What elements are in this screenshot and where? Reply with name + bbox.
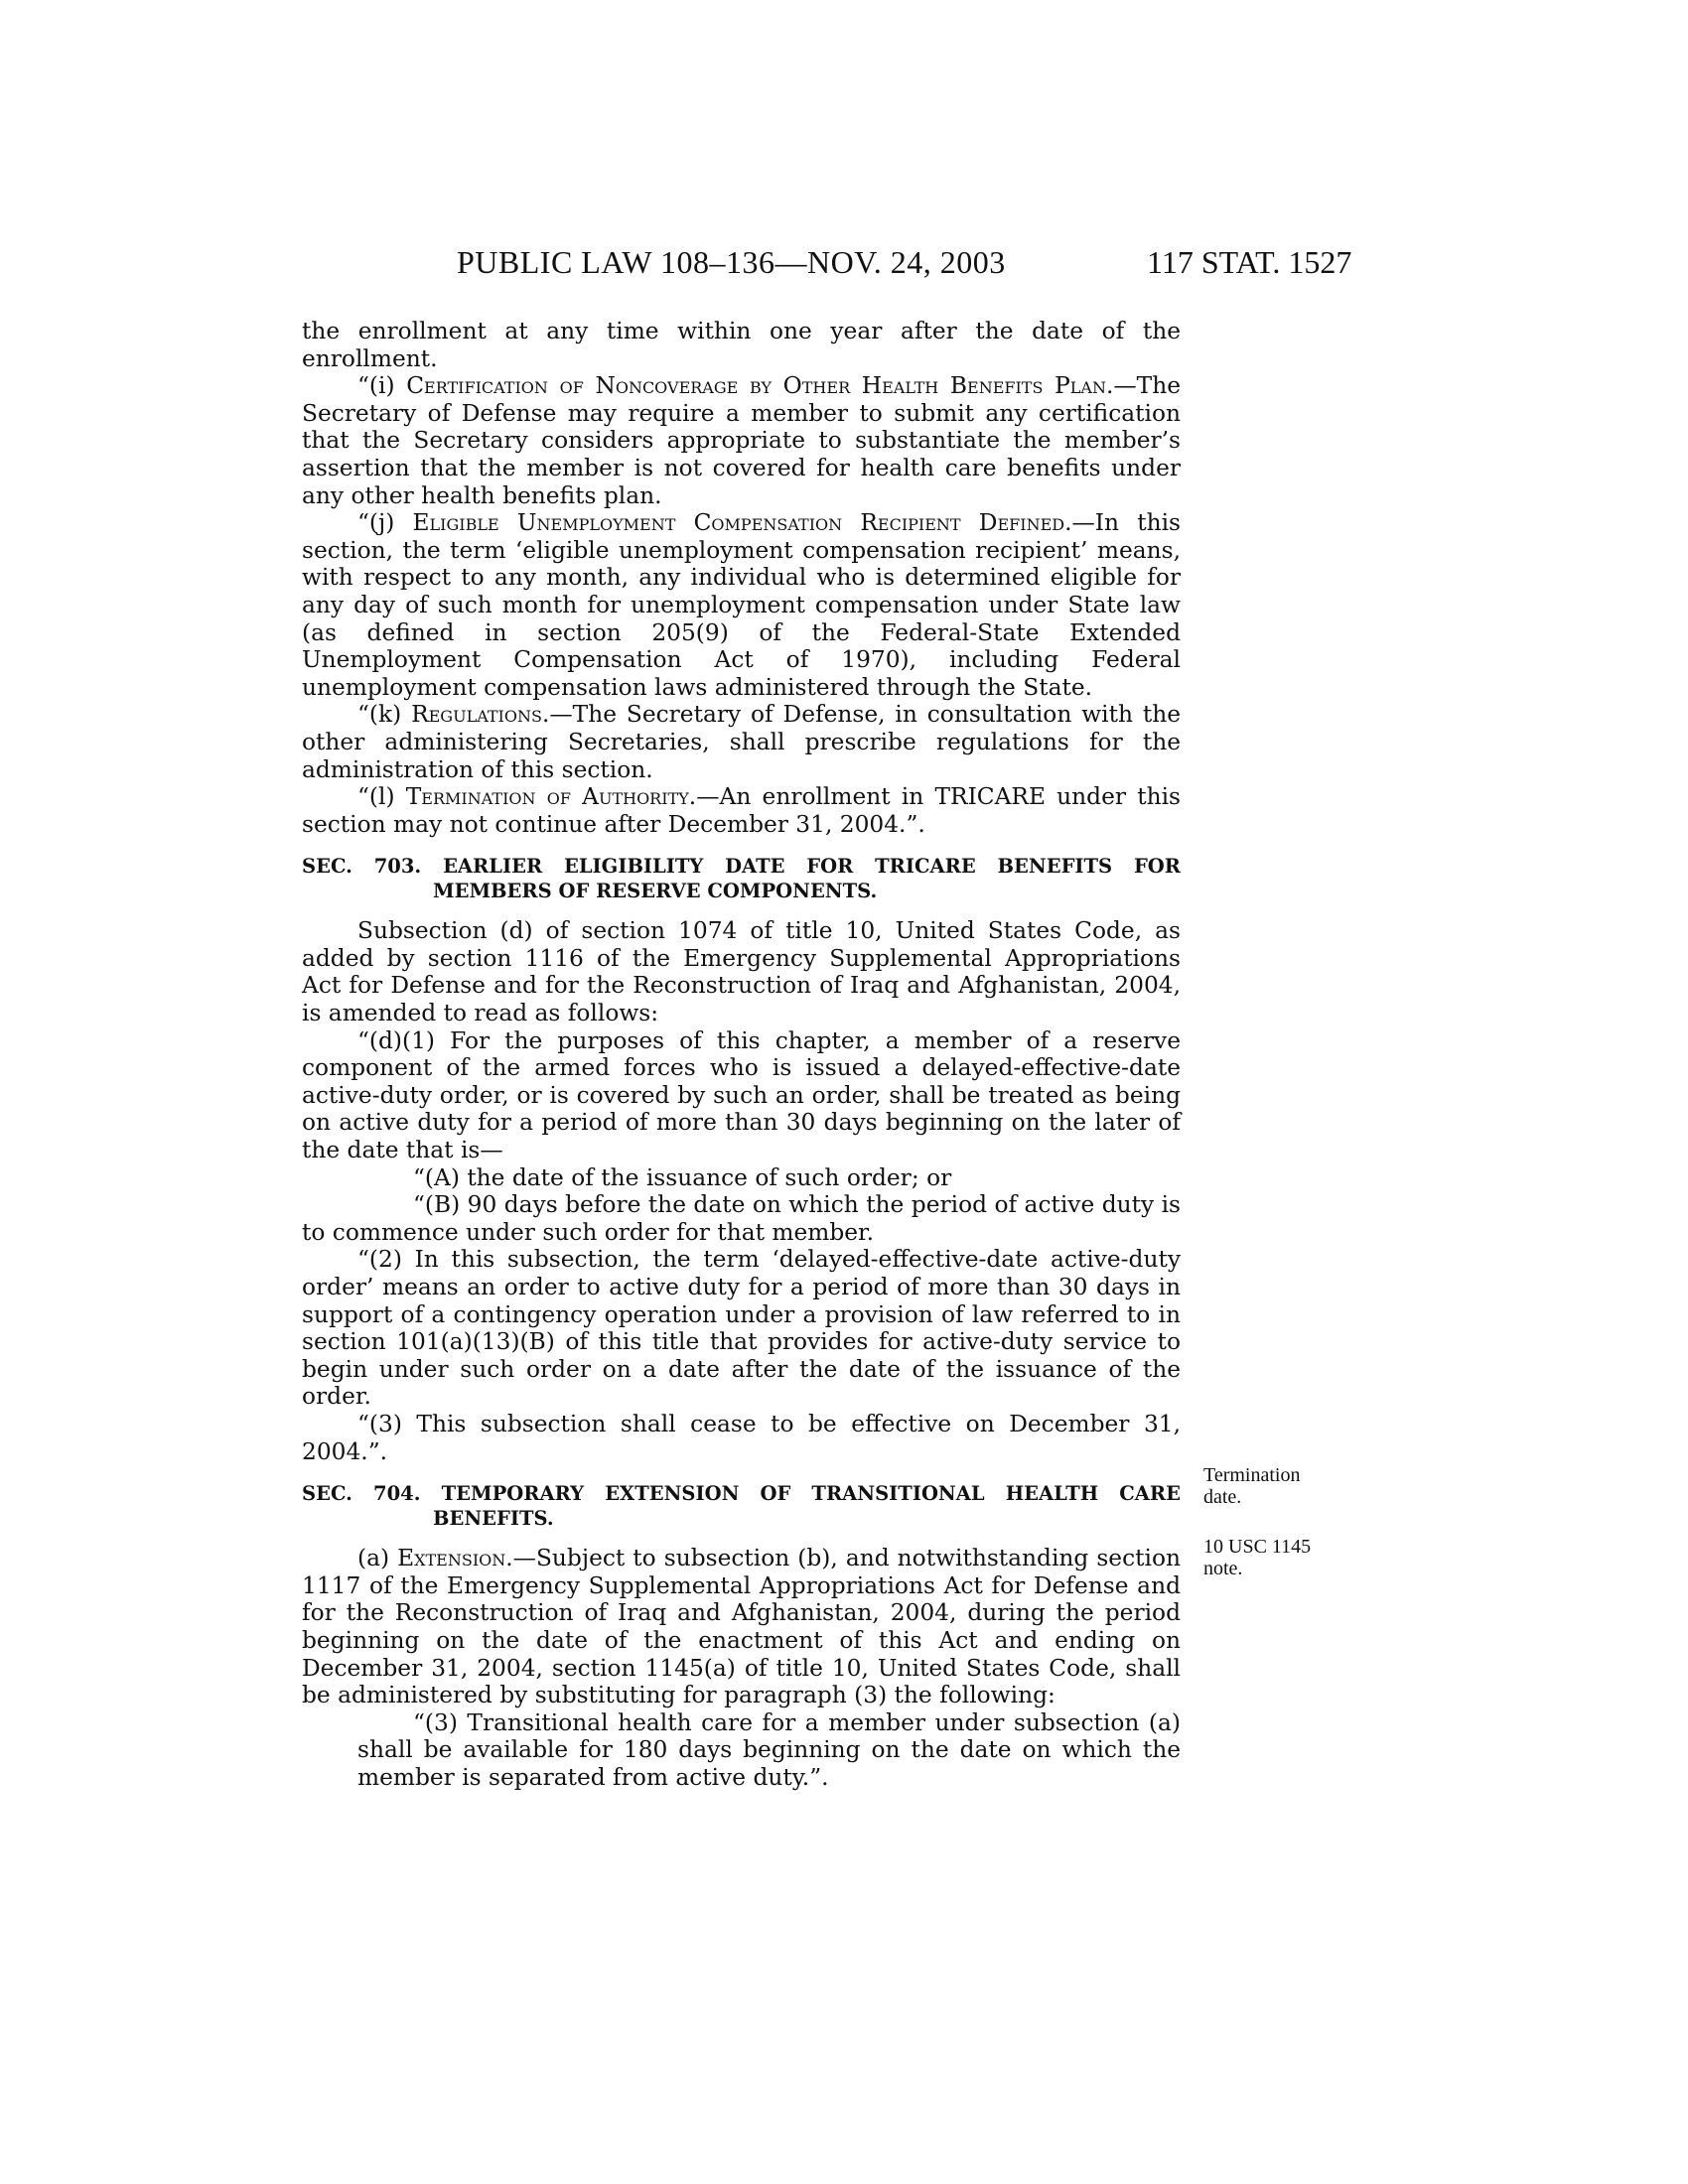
section-704-a-label: (a)	[357, 1545, 398, 1572]
subsection-j-heading: Eligible Unemployment Compensation Recipient Defined	[412, 509, 1065, 537]
section-703-d3: “(3) This subsection shall cease to be effective on December 31, 2004.”.	[302, 1410, 1181, 1465]
section-703-d2: “(2) In this subsection, the term ‘delayed-effective-date active-duty order’ means an order to active duty for a period of more than 30 days in support of a contingency operation under a provision of law referred to in section 101(a)(13)(B) of this title that provides for active-duty service to begin under such order on a date after the date of the issuance of the order.	[302, 1246, 1181, 1411]
margin-note-termination-line1: Termination	[1203, 1464, 1301, 1486]
subsection-l-heading: Termination of Authority	[405, 783, 689, 811]
subsection-k	[302, 701, 1181, 783]
subsection-l-label: “(l)	[357, 783, 406, 811]
subsection-k-text: .—The Secretary of Defense, in consultation with the other administering Secretaries, shall prescribe regulations for the administration of this section.	[302, 701, 1181, 783]
subsection-j-label: “(j)	[357, 509, 413, 537]
subsection-j	[302, 509, 1181, 701]
section-704-a	[302, 1545, 1181, 1709]
margin-note-termination-line2: date.	[1203, 1486, 1242, 1508]
margin-note-usc-1145	[1203, 1536, 1342, 1579]
subsection-i-label: “(i)	[357, 372, 407, 400]
section-704-a-heading: Extension	[397, 1545, 506, 1572]
section-703-intro: Subsection (d) of section 1074 of title 10, United States Code, as added by section 1116 of the Emergency Supplemental Appropriations Act for Defense and for the Reconstruction of Iraq and Afghanistan, 2004, is amended to read as follows:	[302, 917, 1181, 1027]
section-704-title: TEMPORARY EXTENSION OF TRANSITIONAL HEALTH CARE BENEFITS.	[433, 1482, 1181, 1531]
section-703-heading	[302, 854, 1181, 903]
margin-note-usc-line1: 10 USC 1145	[1203, 1536, 1312, 1558]
page-header	[0, 244, 1688, 284]
subsection-i	[302, 372, 1181, 509]
statute-page-reference: 117 STAT. 1527	[1147, 244, 1352, 280]
subsection-k-label: “(k)	[357, 701, 412, 729]
section-703-title: EARLIER ELIGIBILITY DATE FOR TRICARE BENEFITS FOR MEMBERS OF RESERVE COMPONENTS.	[433, 855, 1181, 903]
paragraph-continuation: the enrollment at any time within one year after the date of the enrollment.	[302, 318, 1181, 372]
section-704-a-text: .—Subject to subsection (b), and notwithstanding section 1117 of the Emergency Supplemental Appropriations Act for Defense and for the Reconstruction of Iraq and Afghanistan, 2004, during the period beginning on the date of the enactment of this Act and ending on December 31, 2004, section 1145(a) of title 10, United States Code, shall be administered by substituting for paragraph (3) the following:	[302, 1545, 1181, 1709]
section-703-d1: “(d)(1) For the purposes of this chapter, a member of a reserve component of the armed forces who is issued a delayed-effective-date active-duty order, or is covered by such an order, shall be treated as being on active duty for a period of more than 30 days beginning on the later of the date that is—	[302, 1026, 1181, 1164]
section-704-heading	[302, 1481, 1181, 1531]
section-703-number: SEC. 703.	[302, 855, 422, 879]
section-704-quoted-paragraph-3: “(3) Transitional health care for a member under subsection (a) shall be available for 180 days beginning on the date on which the member is separated from active duty.”.	[357, 1708, 1181, 1791]
margin-note-termination-date	[1203, 1464, 1342, 1508]
section-703-d1-B: “(B) 90 days before the date on which the period of active duty is to commence under such order for that member.	[302, 1191, 1181, 1246]
subsection-j-text: .—In this section, the term ‘eligible unemployment compensation recipient’ means, with respect to any month, any individual who is determined eligible for any day of such month for unemployment compensation under State law (as defined in section 205(9) of the Federal-State Extended Unemployment Compensation Act of 1970), including Federal unemployment compensation laws administered through the State.	[302, 509, 1181, 701]
subsection-i-heading: Certification of Noncoverage by Other Health Benefits Plan	[406, 372, 1106, 400]
subsection-l	[302, 783, 1181, 838]
margin-note-usc-line2: note.	[1203, 1558, 1243, 1579]
subsection-k-heading: Regulations	[411, 701, 542, 729]
section-703-d1-A: “(A) the date of the issuance of such order; or	[413, 1163, 952, 1191]
running-head: PUBLIC LAW 108–136—NOV. 24, 2003	[457, 244, 1006, 280]
subsection-l-text: .—An enrollment in TRICARE under this section may not continue after December 31, 2004.”.	[302, 783, 1181, 838]
section-704-number: SEC. 704.	[302, 1482, 421, 1506]
body-text	[302, 318, 1181, 1792]
subsection-i-text: .—The Secretary of Defense may require a member to submit any certification that the Secretary considers appropriate to substantiate the member’s assertion that the member is not covered for health care benefits under any other health benefits plan.	[302, 372, 1181, 509]
